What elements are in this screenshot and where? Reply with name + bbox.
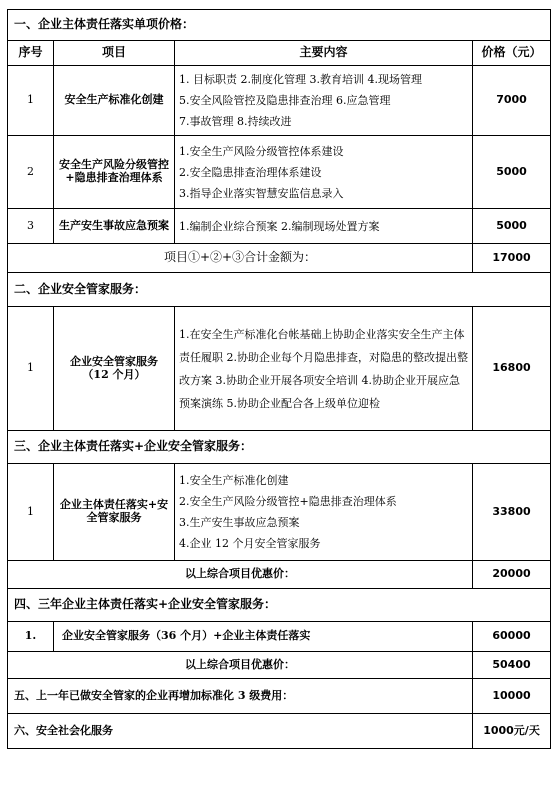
- content-line: 5.安全风险管控及隐患排查治理 6.应急管理: [179, 94, 391, 107]
- discount-row: [8, 561, 551, 589]
- row-content: 1.在安全生产标准化台帐基础上协助企业落实安全生产主体责任履职 2.协助企业每个月隐患排查，对隐患的整改提出整改方案 3.协助企业开展各项安全培训 4.协助企业开展应急预案演练 5.协助企业配合各上级单位迎检: [175, 307, 473, 431]
- row-price: 16800: [473, 307, 551, 431]
- section3-title: 三、企业主体责任落实+企业安全管家服务：: [8, 431, 551, 464]
- header-content: 主要内容: [175, 41, 473, 66]
- row-no: 2: [8, 136, 54, 209]
- content-line: 2.安全生产风险分级管控+隐患排查治理体系: [179, 495, 397, 508]
- table-header-row: [8, 41, 551, 66]
- section2-title-row: [8, 273, 551, 307]
- row-price: 5000: [473, 136, 551, 209]
- section6-price: 1000元/天: [473, 714, 551, 749]
- content-line: 3.指导企业落实智慧安监信息录入: [179, 186, 344, 200]
- section3-title-row: [8, 431, 551, 464]
- section4-title: 四、三年企业主体责任落实+企业安全管家服务：: [8, 589, 551, 622]
- content-line: 2.安全隐患排查治理体系建设: [179, 165, 322, 179]
- row-price: 5000: [473, 209, 551, 244]
- section5-title: 五、上一年已做安全管家的企业再增加标准化 3 级费用：: [8, 679, 473, 714]
- row-content: [175, 464, 473, 561]
- row-item: 企业安全管家服务（36 个月）+企业主体责任落实: [54, 622, 473, 652]
- header-item: 项目: [54, 41, 175, 66]
- row-no: 1: [8, 307, 54, 431]
- content-line: 1.安全生产风险分级管控体系建设: [179, 144, 344, 158]
- section2-title: 二、企业安全管家服务：: [8, 273, 551, 307]
- row-item: 安全生产标准化创建: [54, 66, 175, 136]
- row-item: 生产安生事故应急预案: [54, 209, 175, 244]
- total-label: 项目①+②+③合计金额为：: [8, 244, 473, 273]
- content-line: 1.安全生产标准化创建: [179, 474, 289, 487]
- table-row: [8, 66, 551, 136]
- section5-row: [8, 679, 551, 714]
- price-table: [7, 9, 551, 749]
- row-no: 3: [8, 209, 54, 244]
- section1-title: 一、企业主体责任落实单项价格：: [8, 10, 551, 41]
- section6-row: [8, 714, 551, 749]
- table-row: [8, 464, 551, 561]
- section1-title-row: [8, 10, 551, 41]
- discount-value: 20000: [473, 561, 551, 589]
- discount-label: 以上综合项目优惠价：: [8, 561, 473, 589]
- section4-title-row: [8, 589, 551, 622]
- discount-row: [8, 652, 551, 679]
- row-price: 33800: [473, 464, 551, 561]
- row-price: 7000: [473, 66, 551, 136]
- discount-value: 50400: [473, 652, 551, 679]
- table-row: [8, 622, 551, 652]
- row-price: 60000: [473, 622, 551, 652]
- row-no: 1: [8, 66, 54, 136]
- table-row: [8, 136, 551, 209]
- row-item: 安全生产风险分级管控+隐患排查治理体系: [54, 136, 175, 209]
- content-line: 1.编制企业综合预案 2.编制现场处置方案: [179, 219, 380, 233]
- section5-price: 10000: [473, 679, 551, 714]
- discount-label: 以上综合项目优惠价：: [8, 652, 473, 679]
- total-value: 17000: [473, 244, 551, 273]
- content-line: 3.生产安生事故应急预案: [179, 516, 300, 529]
- table-row: [8, 209, 551, 244]
- row-content: [175, 136, 473, 209]
- total-row: [8, 244, 551, 273]
- row-item: 企业主体责任落实+安全管家服务: [54, 464, 175, 561]
- section6-title: 六、安全社会化服务: [8, 714, 473, 749]
- row-item: 企业安全管家服务（12 个月）: [54, 307, 175, 431]
- row-no: 1: [8, 464, 54, 561]
- content-line: 4.企业 12 个月安全管家服务: [179, 537, 321, 550]
- row-content: [175, 209, 473, 244]
- content-line: 7.事故管理 8.持续改进: [179, 115, 292, 128]
- content-line: 1. 目标职责 2.制度化管理 3.教育培训 4.现场管理: [179, 73, 422, 86]
- table-row: [8, 307, 551, 431]
- row-no: 1.: [8, 622, 54, 652]
- header-price: 价格（元）: [473, 41, 551, 66]
- row-content: [175, 66, 473, 136]
- header-no: 序号: [8, 41, 54, 66]
